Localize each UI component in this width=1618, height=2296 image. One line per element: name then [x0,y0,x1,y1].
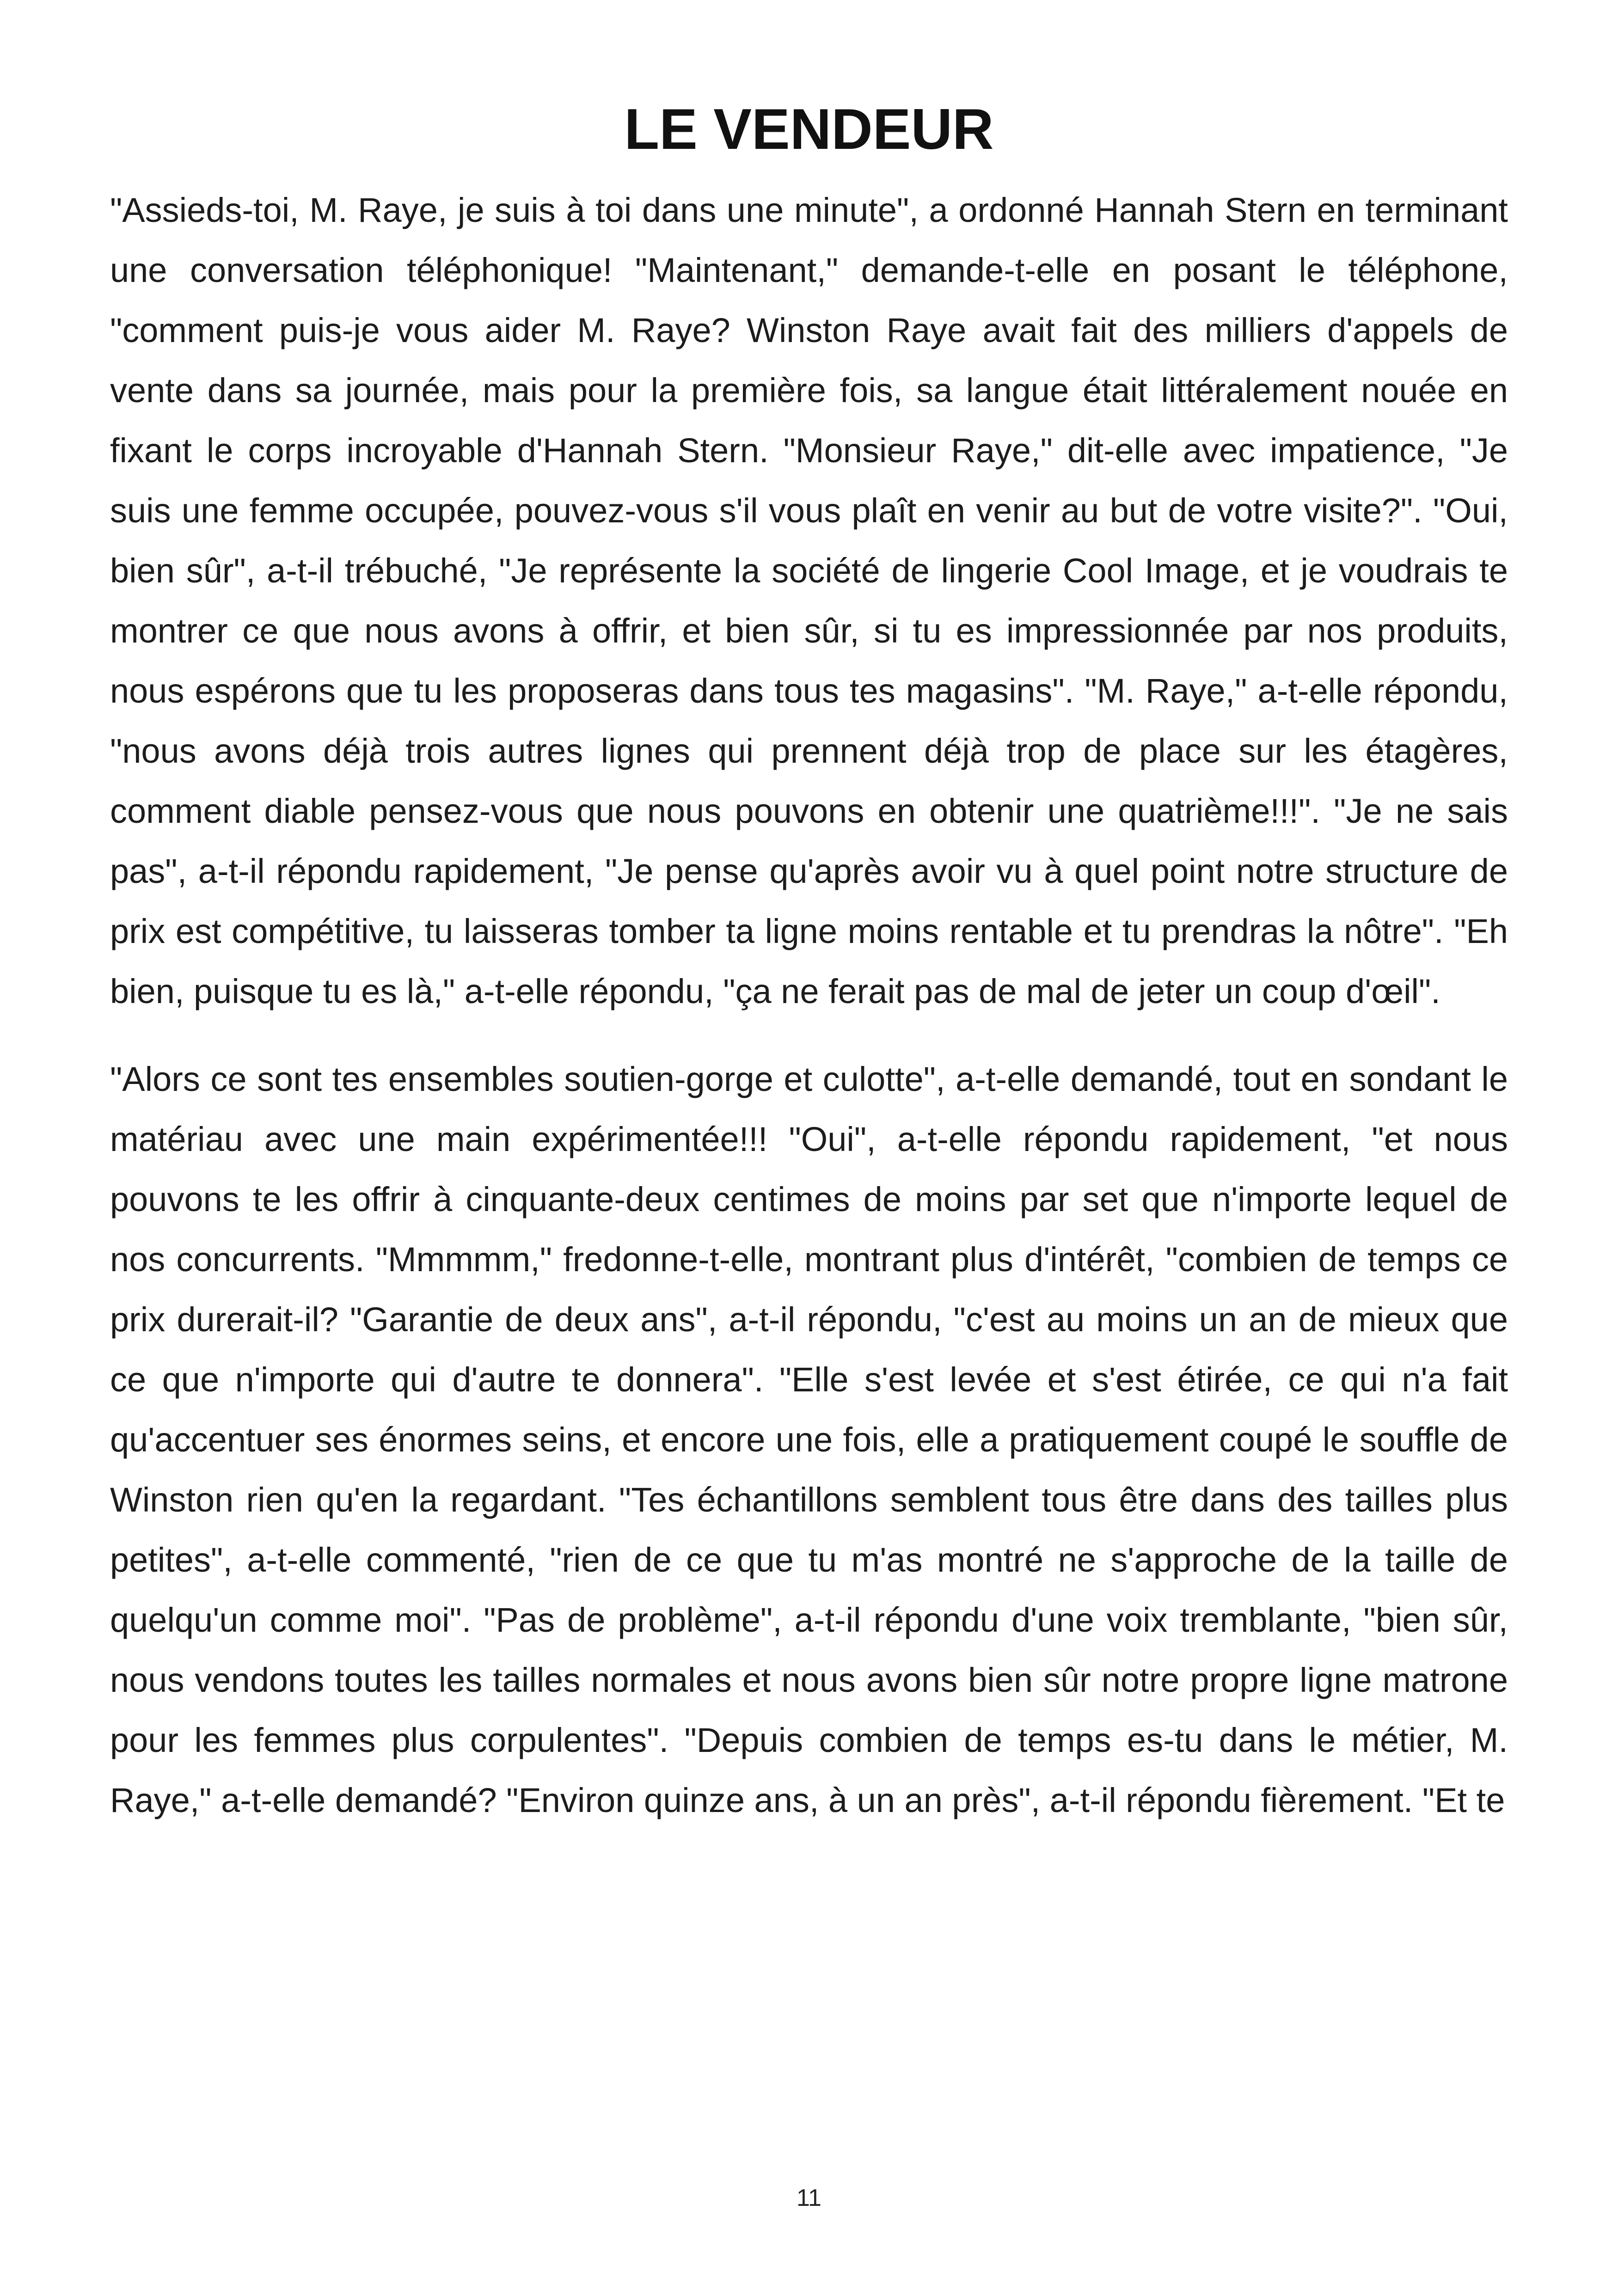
page-number: 11 [797,2185,821,2211]
paragraph-2: "Alors ce sont tes ensembles soutien-gorge et culotte", a-t-elle demandé, tout en sondant le matériau avec une main expérimentée!!! "Oui", a-t-elle répondu rapidement, "et nous pouvons te les offrir à cinquante-deux centimes de moins par set que n'importe lequel de nos concurrents. "Mmmmm," fredonne-t-elle, montrant plus d'intérêt, "combien de temps ce prix durerait-il? "Garantie de deux ans", a-t-il répondu, "c'est au moins un an de mieux que ce que n'importe qui d'autre te donnera". "Elle s'est levée et s'est étirée, ce qui n'a fait qu'accentuer ses énormes seins, et encore une fois, elle a pratiquement coupé le souffle de Winston rien qu'en la regardant. "Tes échantillons semblent tous être dans des tailles plus petites", a-t-elle commenté, "rien de ce que tu m'as montré ne s'approche de la taille de quelqu'un comme moi". "Pas de problème", a-t-il répondu d'une voix tremblante, "bien sûr, nous vendons toutes les tailles normales et nous avons bien sûr notre propre ligne matrone pour les femmes plus corpulentes". "Depuis combien de temps es-tu dans le métier, M. Raye," a-t-elle demandé? "Environ quinze ans, à un an près", a-t-il répondu fièrement. "Et te [110,1060,1508,1819]
page-title: LE VENDEUR [624,98,994,161]
paragraph-1: "Assieds-toi, M. Raye, je suis à toi dans une minute", a ordonné Hannah Stern en terminant une conversation téléphonique! "Maintenant," demande-t-elle en posant le téléphone, "comment puis-je vous aider M. Raye? Winston Raye avait fait des milliers d'appels de vente dans sa journée, mais pour la première fois, sa langue était littéralement nouée en fixant le corps incroyable d'Hannah Stern. "Monsieur Raye," dit-elle avec impatience, "Je suis une femme occupée, pouvez-vous s'il vous plaît en venir au but de votre visite?". "Oui, bien sûr", a-t-il trébuché, "Je représente la société de lingerie Cool Image, et je voudrais te montrer ce que nous avons à offrir, et bien sûr, si tu es impressionnée par nos produits, nous espérons que tu les proposeras dans tous tes magasins". "M. Raye," a-t-elle répondu, "nous avons déjà trois autres lignes qui prennent déjà trop de place sur les étagères, comment diable pensez-vous que nous pouvons en obtenir une quatrième!!!". "Je ne sais pas", a-t-il répondu rapidement, "Je pense qu'après avoir vu à quel point notre structure de prix est compétitive, tu laisseras tomber ta ligne moins rentable et tu prendras la nôtre". "Eh bien, puisque tu es là," a-t-elle répondu, "ça ne ferait pas de mal de jeter un coup d'œil". [110,191,1508,1010]
